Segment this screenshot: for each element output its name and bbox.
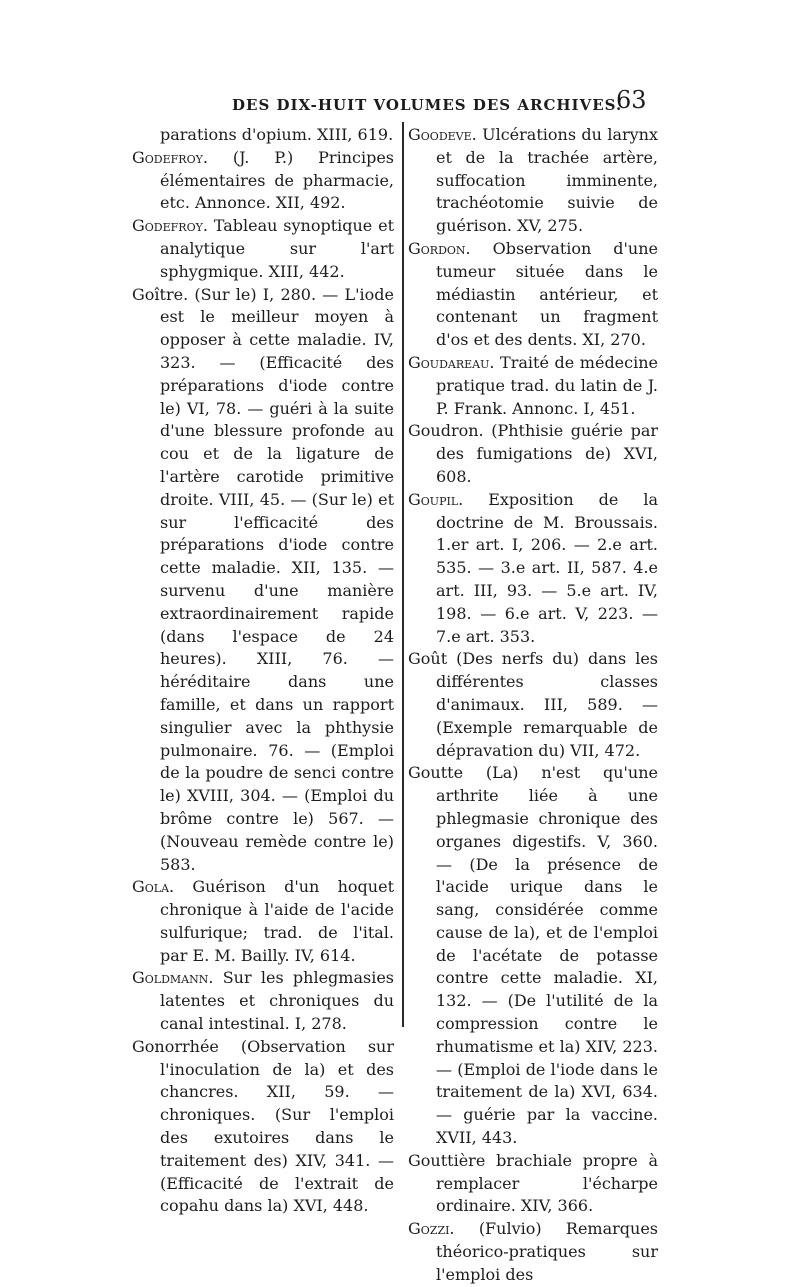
index-entry <box>132 967 394 1035</box>
entry-text: parations d'opium. XIII, 619. <box>160 125 394 144</box>
entry-text: Ulcérations du larynx et de la trachée artère, suffocation imminente, trachéotomie suivie de guérison. XV, 275. <box>436 125 658 236</box>
entry-text: (J. P.) Principes élémentaires de pharmacie, etc. Annonce. XII, 492. <box>160 147 394 213</box>
page-header <box>0 86 800 126</box>
entry-text: Goître. (Sur le) I, 280. — L'iode est le meilleur moyen à opposer à cette maladie. IV, 323. — (Efficacité des préparations d'iode contre le) VI, 78. — guéri à la suite d'une blessure profonde au cou et de la ligature de l'artère carotide primitive droite. VIII, 45. — (Sur le) et sur l'efficacité des préparations d'iode contre cette maladie. XII, 135. — survenu d'une manière extraordinairement rapide (dans l'espace de 24 heures). XIII, 76. — héréditaire dans une famille, et dans un rapport singulier avec la phthysie pulmonaire. 76. — (Emploi de la poudre de senci contre le) XVIII, 304. — (Emploi du brôme contre le) 567. — (Nouveau remède contre le) 583. <box>132 284 394 874</box>
entry-heading: Godefroy. <box>132 147 208 167</box>
entry-text: Gonorrhée (Observation sur l'inoculation de la) et des chancres. XII, 59. — chroniques. (Sur l'emploi des exutoires dans le traitement des) XIV, 341. — (Efficacité de l'extrait de copahu dans la) XVI, 448. <box>132 1036 394 1216</box>
index-entry <box>132 215 394 283</box>
column-divider <box>402 122 404 1027</box>
entry-heading: Goodeve. <box>408 125 477 144</box>
index-entry <box>408 420 658 488</box>
index-entry <box>408 352 658 420</box>
index-entry <box>408 1218 658 1286</box>
entry-heading: Goldmann. <box>132 968 214 988</box>
index-entry <box>132 147 394 215</box>
entry-text: Goût (Des nerfs du) dans les différentes classes d'animaux. III, 589. — (Exemple remarquable de dépravation du) VII, 472. <box>408 649 658 760</box>
index-entry <box>132 1036 394 1218</box>
entry-heading: Goupil. <box>408 489 464 509</box>
right-column <box>408 124 658 1287</box>
entry-text: Traité de médecine pratique trad. du latin de J. P. Frank. Annonc. I, 451. <box>436 352 658 418</box>
entry-text: (Fulvio) Remarques théorico-pratiques sur l'emploi des <box>436 1219 658 1284</box>
index-entry <box>408 648 658 762</box>
index-entry <box>408 124 658 238</box>
index-entry <box>408 489 658 649</box>
entry-heading: Godefroy. <box>132 216 208 236</box>
entry-text: Gouttière brachiale propre à remplacer l'écharpe ordinaire. XIV, 366. <box>408 1150 658 1216</box>
entry-text: Observation d'une tumeur située dans le médiastin antérieur, et contenant un fragment d'os et des dents. XI, 270. <box>436 238 658 350</box>
entry-text: Tableau synoptique et analytique sur l'art sphygmique. XIII, 442. <box>160 216 394 281</box>
entry-text: Sur les phlegmasies latentes et chroniques du canal intestinal. I, 278. <box>160 968 394 1034</box>
entry-heading: Goudareau. <box>408 352 495 372</box>
index-entry <box>408 238 658 352</box>
index-entry <box>408 762 658 1150</box>
entry-text: Exposition de la doctrine de M. Broussais. 1.er art. I, 206. — 2.e art. 535. — 3.e art. II, 587. 4.e art. III, 93. — 5.e art. IV, 198. — 6.e art. V, 223. — 7.e art. 353. <box>436 489 658 646</box>
index-entry <box>408 1150 658 1218</box>
entry-text: Goudron. (Phthisie guérie par des fumigations de) XVI, 608. <box>408 421 658 486</box>
running-title: DES DIX-HUIT VOLUMES DES ARCHIVES. <box>232 96 623 114</box>
left-column <box>132 124 394 1218</box>
index-entry <box>132 284 394 877</box>
entry-heading: Gozzi. <box>408 1219 455 1239</box>
entry-heading: Gordon. <box>408 238 471 258</box>
page-number: 63 <box>616 86 647 114</box>
entry-heading: Gola. <box>132 877 175 897</box>
entry-text: Goutte (La) n'est qu'une arthrite liée à une phlegmasie chronique des organes digestifs. V, 360. — (De la présence de l'acide urique dans le sang, considérée comme cause de la), et de l'emploi de l'acétate de potasse contre cette maladie. XI, 132. — (De l'utilité de la compression contre le rhumatisme et la) XIV, 223. — (Emploi de l'iode dans le traitement de la) XVI, 634. — guérie par la vaccine. XVII, 443. <box>408 763 658 1148</box>
entry-text: Guérison d'un hoquet chronique à l'aide de l'acide sulfurique; trad. de l'ital. par E. M. Bailly. IV, 614. <box>160 877 394 965</box>
index-entry <box>132 124 394 147</box>
index-entry <box>132 876 394 967</box>
